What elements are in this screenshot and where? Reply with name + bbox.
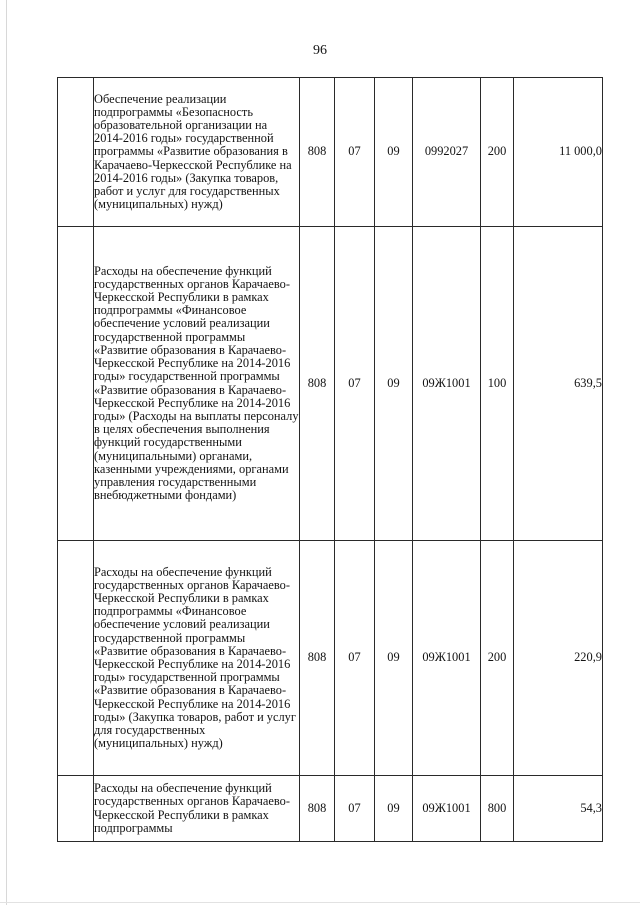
scan-edge-left: [6, 0, 7, 905]
row-description: Расходы на обеспечение функций государственных органов Карачаево-Черкесской Республики в рамках подпрограммы: [94, 776, 300, 842]
table-row: [58, 776, 603, 842]
row-subsection-code: 09: [375, 541, 413, 776]
row-amount: 639,5: [514, 227, 603, 541]
page-number: 96: [313, 43, 327, 58]
table-row: [58, 78, 603, 227]
row-ministry-code: 808: [300, 78, 335, 227]
row-expense-type: 100: [481, 227, 514, 541]
scan-edge-bottom: [0, 902, 640, 903]
row-blank-cell: [58, 78, 94, 227]
row-amount: 11 000,0: [514, 78, 603, 227]
row-target-article: 09Ж1001: [413, 541, 481, 776]
row-expense-type: 800: [481, 776, 514, 842]
row-target-article: 0992027: [413, 78, 481, 227]
row-ministry-code: 808: [300, 541, 335, 776]
row-section-code: 07: [335, 541, 375, 776]
row-section-code: 07: [335, 776, 375, 842]
row-expense-type: 200: [481, 78, 514, 227]
row-amount: 54,3: [514, 776, 603, 842]
row-target-article: 09Ж1001: [413, 227, 481, 541]
row-expense-type: 200: [481, 541, 514, 776]
row-section-code: 07: [335, 78, 375, 227]
budget-table: [57, 77, 603, 842]
table-row: [58, 541, 603, 776]
row-section-code: 07: [335, 227, 375, 541]
row-ministry-code: 808: [300, 776, 335, 842]
row-blank-cell: [58, 227, 94, 541]
row-blank-cell: [58, 776, 94, 842]
row-blank-cell: [58, 541, 94, 776]
row-description: Расходы на обеспечение функций государственных органов Карачаево-Черкесской Республики в рамках подпрограммы «Финансовое обеспечение условий реализации государственной программы «Развитие образования в Карачаево-Черкесской Республике на 2014-2016 годы» государственной программы «Развитие образования в Карачаево-Черкесской Республике на 2014-2016 годы» (Закупка товаров, работ и услуг для государственных (муниципальных) нужд): [94, 541, 300, 776]
row-description: Обеспечение реализации подпрограммы «Безопасность образовательной организации на 2014-2016 годы» государственной программы «Развитие образования в Карачаево-Черкесской Республике на 2014-2016 годы» (Закупка товаров, работ и услуг для государственных (муниципальных) нужд): [94, 78, 300, 227]
row-subsection-code: 09: [375, 78, 413, 227]
row-target-article: 09Ж1001: [413, 776, 481, 842]
row-ministry-code: 808: [300, 227, 335, 541]
table-row: [58, 227, 603, 541]
row-description: Расходы на обеспечение функций государственных органов Карачаево-Черкесской Республики в рамках подпрограммы «Финансовое обеспечение условий реализации государственной программы «Развитие образования в Карачаево-Черкесской Республике на 2014-2016 годы» государственной программы «Развитие образования в Карачаево-Черкесской Республике на 2014-2016 годы» (Расходы на выплаты персоналу в целях обеспечения выполнения функций государственными (муниципальными) органами, казенными учреждениями, органами управления государственными внебюджетными фондами): [94, 227, 300, 541]
row-amount: 220,9: [514, 541, 603, 776]
row-subsection-code: 09: [375, 776, 413, 842]
row-subsection-code: 09: [375, 227, 413, 541]
